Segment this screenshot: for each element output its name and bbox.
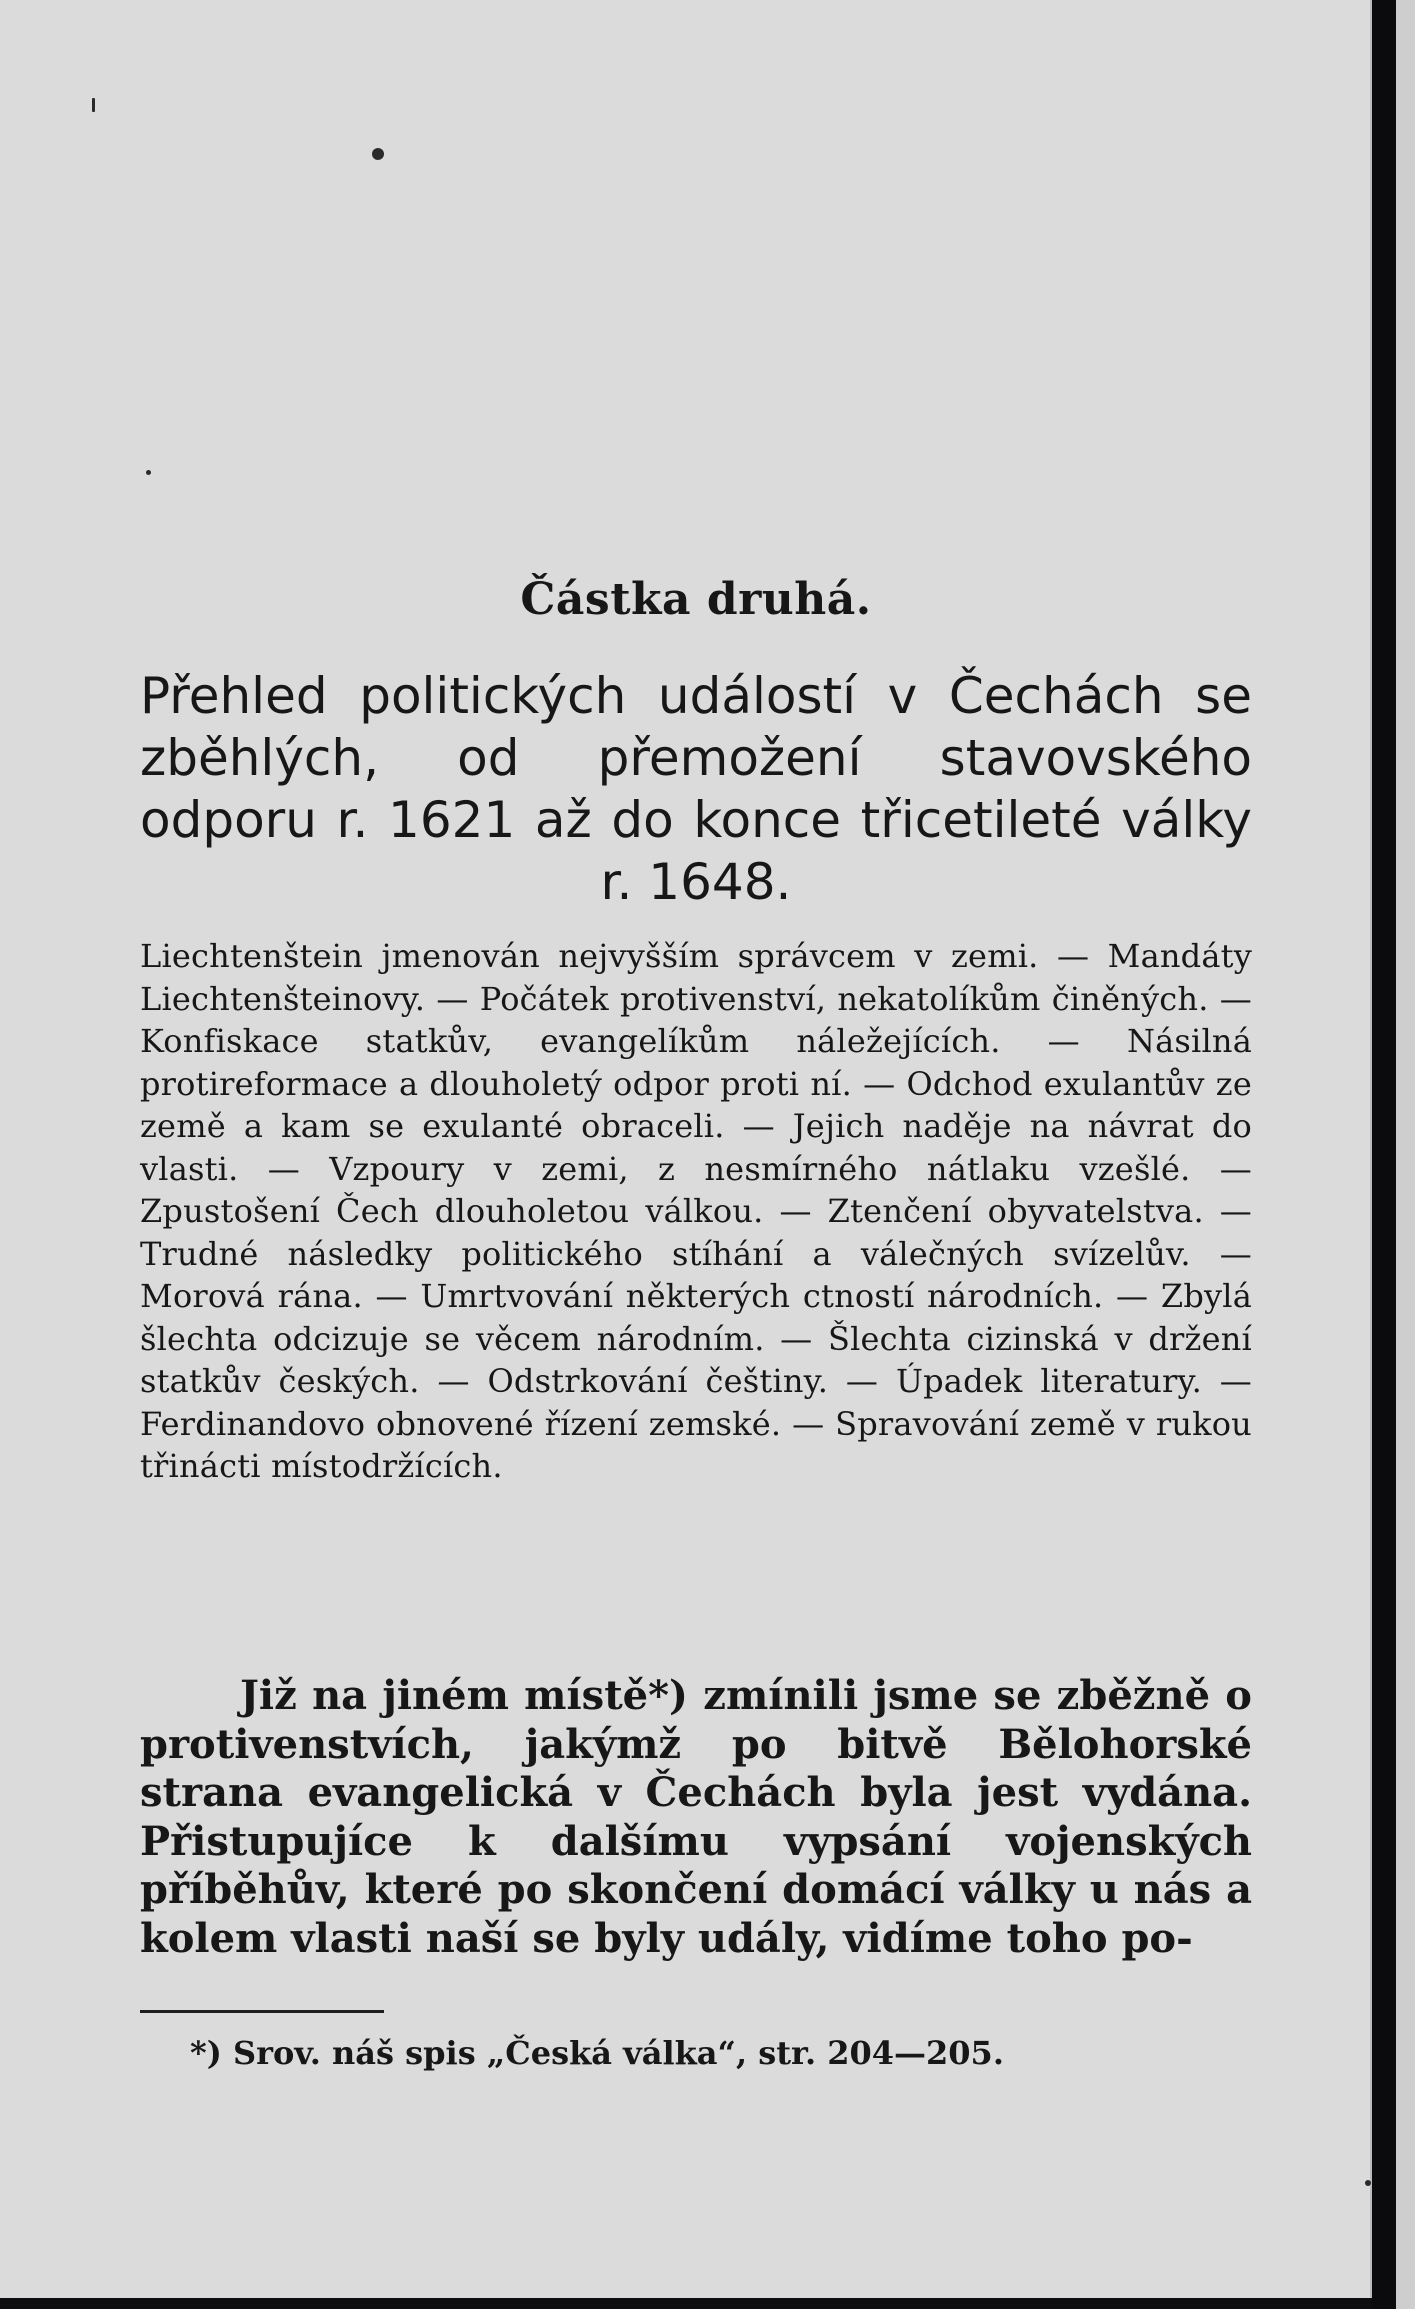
ink-speck bbox=[146, 470, 151, 475]
body-paragraph: Již na jiném místě*) zmínili jsme se zběžně o protivenstvích, jakýmž po bitvě Bělohorské strana evangelická v Čechách byla jest vydána. Přistupujíce k dalšímu vypsání vojenských příběhův, které po skončení domácí války u nás a kolem vlasti naší se byly udály, vidíme toho po- bbox=[140, 1672, 1252, 1962]
footnote: *) Srov. náš spis „Česká válka“, str. 204—205. bbox=[190, 2034, 1004, 2072]
scan-border bbox=[1372, 0, 1415, 2309]
ink-speck bbox=[372, 148, 384, 160]
chapter-summary: Liechtenštein jmenován nejvyšším správcem v zemi. — Mandáty Liechtenšteinovy. — Počátek protivenství, nekatolíkům činěných. — Konfiskace statkův, evangelíkům náležejících. — Násilná protireformace a dlouholetý odpor proti ní. — Odchod exulantův ze země a kam se exulanté obraceli. — Jejich naděje na návrat do vlasti. — Vzpoury v zemi, z nesmírného nátlaku vzešlé. — Zpustošení Čech dlouholetou válkou. — Ztenčení obyvatelstva. — Trudné následky politického stíhání a válečných svízelův. — Morová rána. — Umrtvování některých ctností národních. — Zbylá šlechta odcizuje se věcem národním. — Šlechta cizinská v držení statkův českých. — Odstrkování češtiny. — Úpadek literatury. — Ferdinandovo obnovené řízení zemské. — Spravování země v rukou třinácti místodržících. bbox=[140, 937, 1252, 1485]
ink-speck bbox=[92, 98, 95, 112]
chapter-title: Přehled politických událostí v Čechách se zběhlých, od přemožení stavovského odporu r. 1621 až do konce třicetileté války r. 1648. bbox=[140, 667, 1252, 911]
part-title: Částka druhá. bbox=[520, 574, 872, 625]
adjacent-page-edge bbox=[1396, 0, 1415, 2309]
ink-speck bbox=[1365, 2180, 1371, 2186]
footnote-divider bbox=[140, 2010, 384, 2013]
